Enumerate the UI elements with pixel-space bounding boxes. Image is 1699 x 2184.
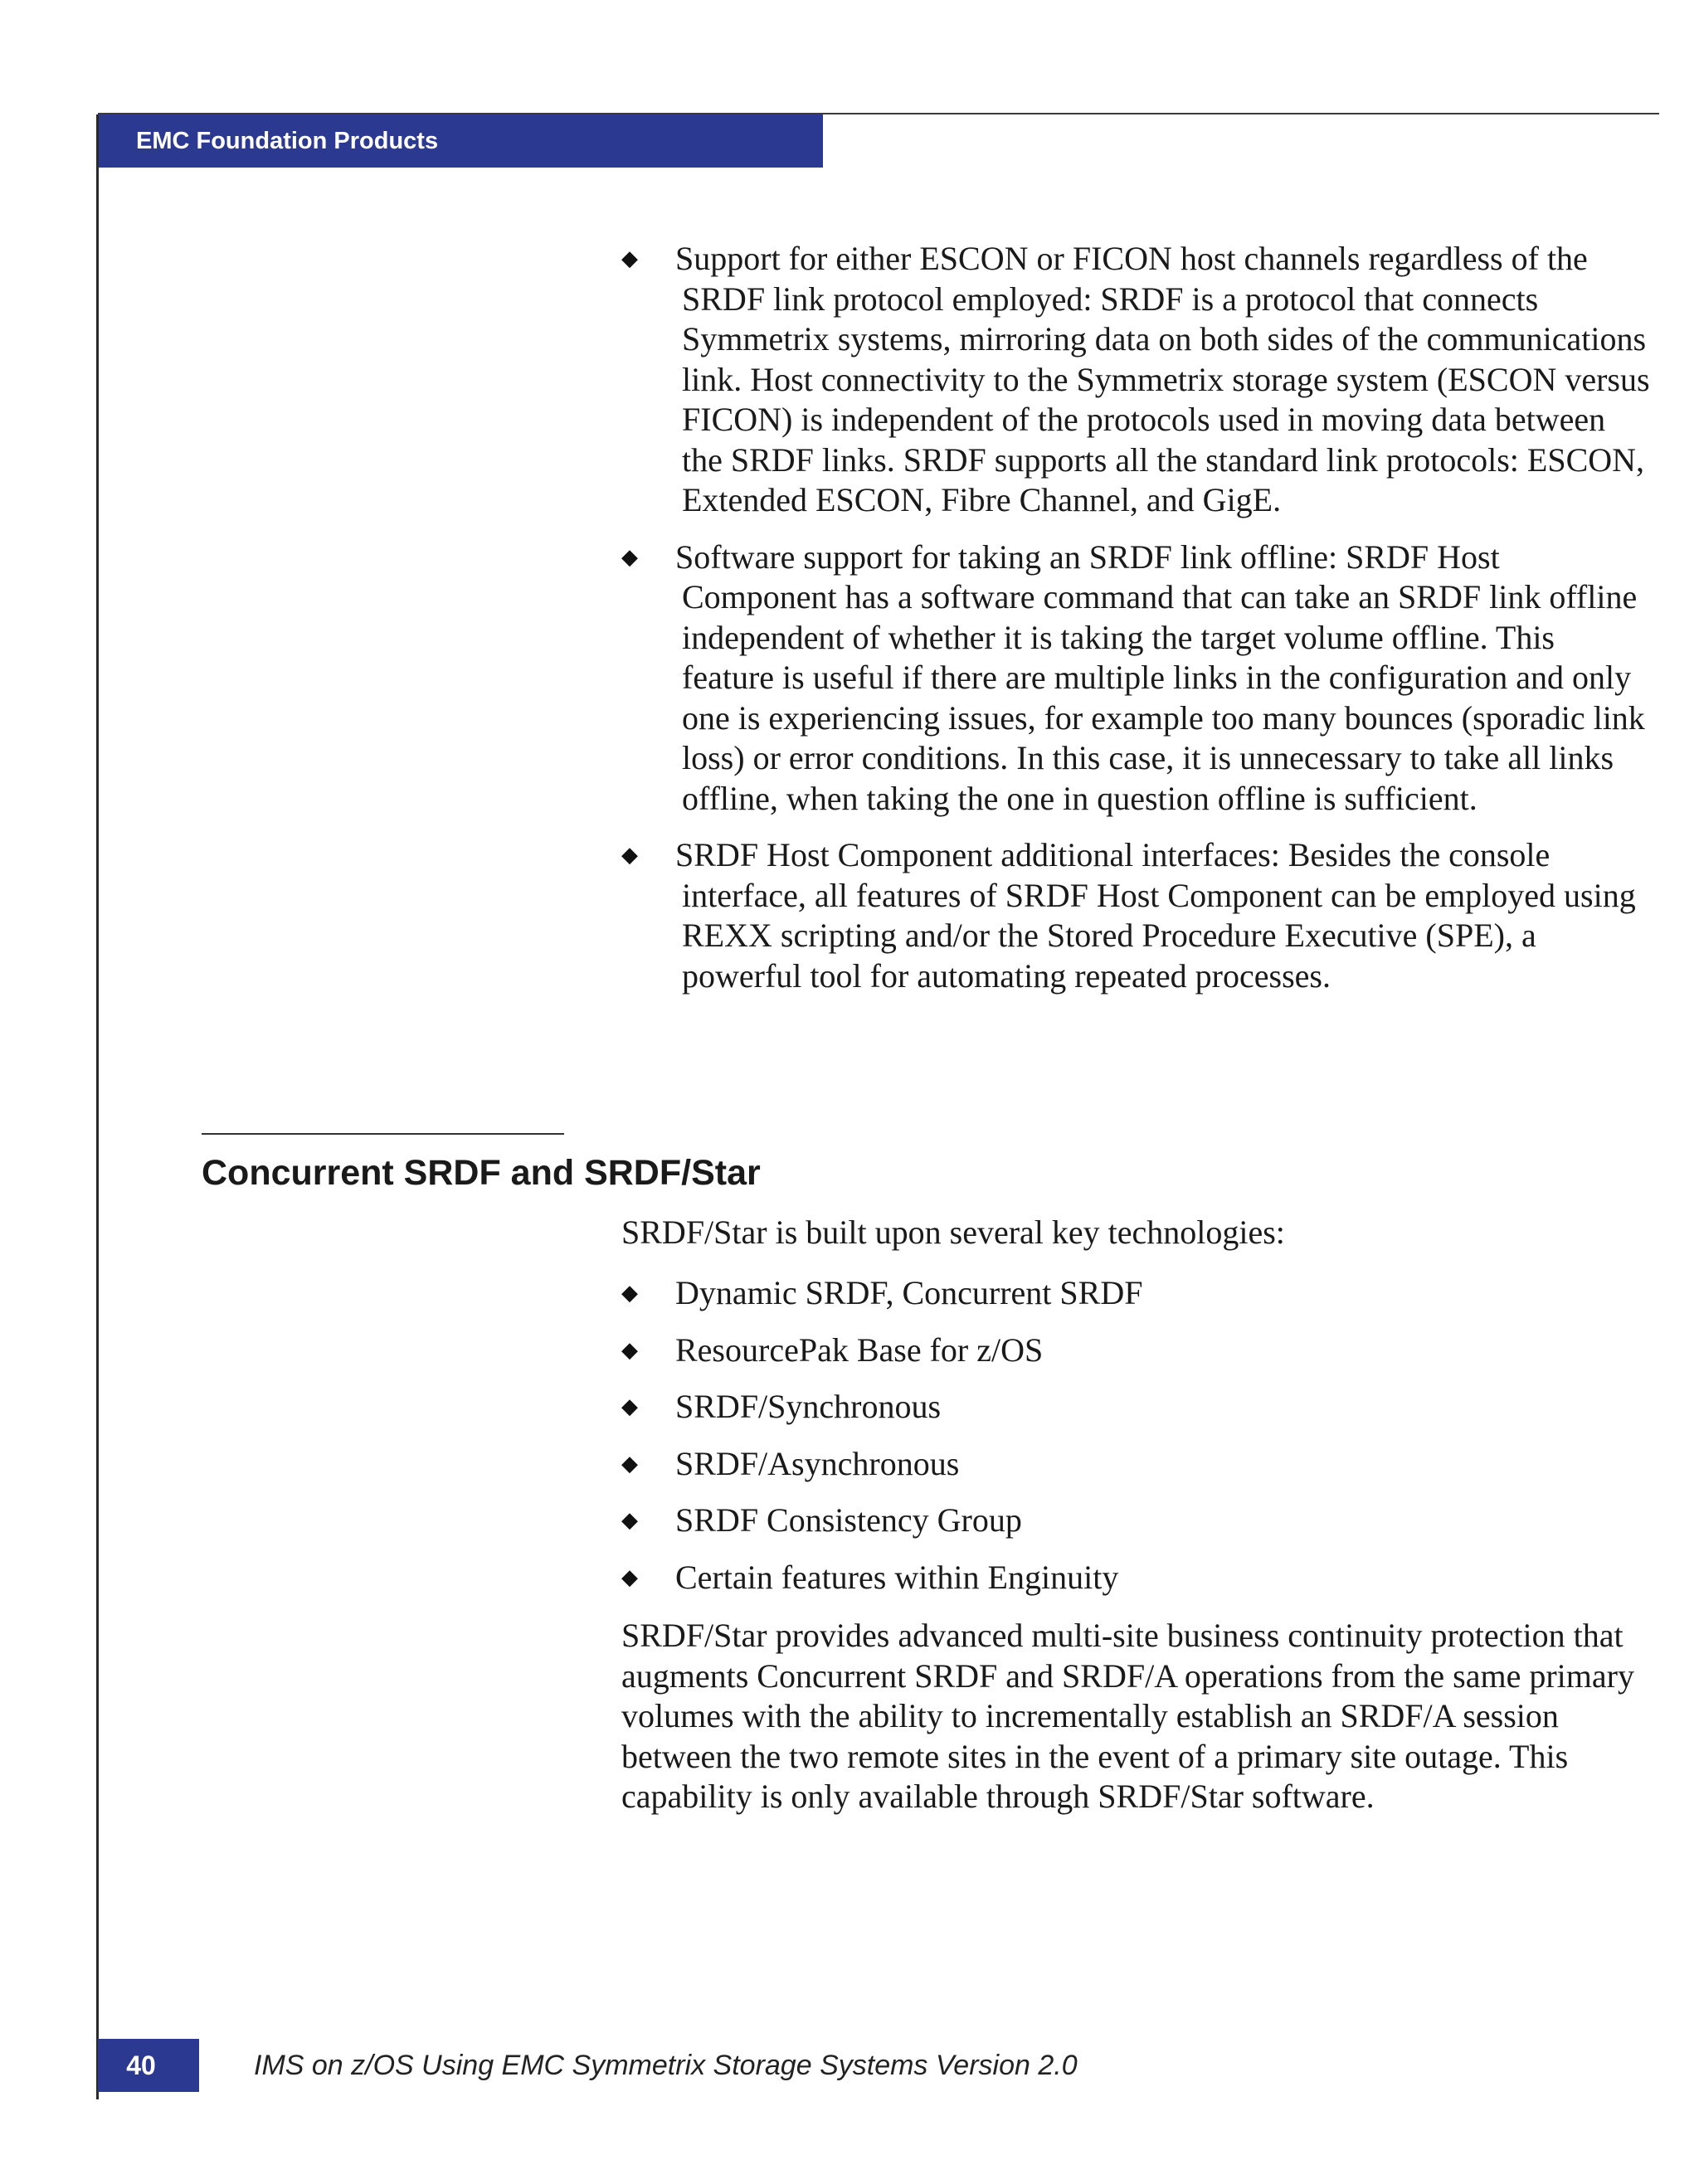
diamond-bullet-icon: ◆ — [621, 1337, 638, 1362]
bullet-text: Support for either ESCON or FICON host channels regardless of the SRDF link protocol employed: SRDF is a protocol that connects Symmetrix systems, mirroring data on both sides of the communications link. Host connectivity to the Symmetrix storage system (ESCON versus FICON) is independent of the protocols used in moving data between the SRDF links. SRDF supports all the standard link protocols: ESCON, Extended ESCON, Fibre Channel, and GigE. — [675, 240, 1650, 518]
section-heading: Concurrent SRDF and SRDF/Star — [202, 1153, 761, 1193]
technology-item: ResourcePak Base for z/OS — [675, 1330, 1044, 1369]
technology-item: SRDF/Asynchronous — [675, 1444, 960, 1482]
left-margin-rule — [96, 114, 99, 2099]
list-item — [621, 1558, 1142, 1598]
technology-item: SRDF Consistency Group — [675, 1501, 1022, 1539]
list-item — [621, 1273, 1142, 1314]
list-item — [621, 239, 1650, 521]
top-bullet-list — [621, 239, 1650, 1013]
running-header-section-label: EMC Foundation Products — [98, 114, 823, 168]
bullet-text: Software support for taking an SRDF link offline: SRDF Host Component has a software command that can take an SRDF link offline independent of whether it is taking the target volume offline. This feature is useful if there are multiple links in the configuration and only one is experiencing issues, for example too many bounces (sporadic link loss) or error conditions. In this case, it is unnecessary to take all links offline, when taking the one in question offline is sufficient. — [675, 537, 1645, 817]
technology-list — [621, 1273, 1142, 1614]
list-item — [621, 1387, 1142, 1428]
technology-item: Dynamic SRDF, Concurrent SRDF — [675, 1274, 1143, 1311]
bullet-text: SRDF Host Component additional interfaces: Besides the console interface, all features of SRDF Host Component can be employed using REXX scripting and/or the Stored Procedure Executive (SPE), a powerful tool for automating repeated processes. — [675, 836, 1636, 995]
diamond-bullet-icon: ◆ — [621, 1508, 638, 1532]
diamond-bullet-icon: ◆ — [621, 1281, 638, 1305]
diamond-bullet-icon: ◆ — [621, 544, 638, 569]
diamond-bullet-icon: ◆ — [621, 1451, 638, 1476]
diamond-bullet-icon: ◆ — [621, 843, 638, 867]
technology-item: Certain features within Enginuity — [675, 1558, 1119, 1596]
list-item — [621, 835, 1650, 996]
list-item — [621, 1501, 1142, 1541]
section-heading-rule — [202, 1133, 564, 1135]
diamond-bullet-icon: ◆ — [621, 1564, 638, 1589]
section-closing-paragraph: SRDF/Star provides advanced multi-site business continuity protection that augments Concurrent SRDF and SRDF/A operations from the same primary volumes with the ability to incrementally establish an SRDF/A session between the two remote sites in the event of a primary site outage. This capability is only available through SRDF/Star software. — [621, 1617, 1634, 1815]
technology-item: SRDF/Synchronous — [675, 1388, 942, 1425]
footer-doc-title: IMS on z/OS Using EMC Symmetrix Storage Systems Version 2.0 — [254, 2050, 1078, 2081]
list-item — [621, 1330, 1142, 1371]
diamond-bullet-icon: ◆ — [621, 246, 638, 270]
diamond-bullet-icon: ◆ — [621, 1394, 638, 1418]
section-intro: SRDF/Star is built upon several key technologies: — [621, 1214, 1285, 1251]
list-item — [621, 1444, 1142, 1485]
list-item — [621, 537, 1650, 820]
page-number: 40 — [98, 2039, 199, 2092]
